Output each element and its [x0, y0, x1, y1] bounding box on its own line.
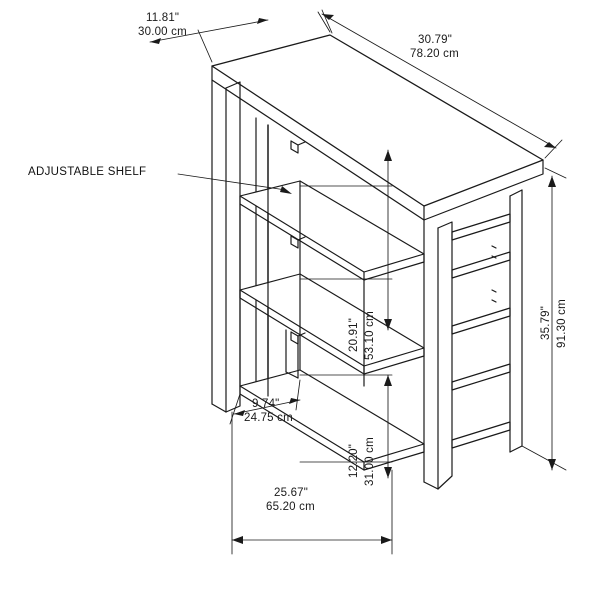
dimension-depth-inches: 11.81" [146, 12, 180, 24]
dimension-inner-depth-metric: 24.75 cm [244, 412, 293, 424]
dimension-inner-width-inches: 25.67" [274, 487, 309, 499]
dimension-inner-width-metric: 65.20 cm [266, 501, 315, 513]
dimension-upper-opening-metric: 53.10 cm [364, 311, 376, 360]
dimension-lower-opening-inches: 12.20" [348, 443, 360, 478]
dimension-lower-opening-metric: 31.00 cm [364, 437, 376, 486]
dimension-depth-metric: 30.00 cm [138, 26, 187, 38]
dimension-inner-depth-inches: 9.74" [252, 398, 280, 410]
dimension-width-inches: 30.79" [418, 34, 453, 46]
dimension-height-metric: 91.30 cm [556, 299, 568, 348]
callout-adjustable-shelf: ADJUSTABLE SHELF [28, 166, 147, 178]
dimension-height-inches: 35.79" [540, 305, 552, 340]
dimension-width-metric: 78.20 cm [410, 48, 459, 60]
dimension-upper-opening-inches: 20.91" [348, 317, 360, 352]
